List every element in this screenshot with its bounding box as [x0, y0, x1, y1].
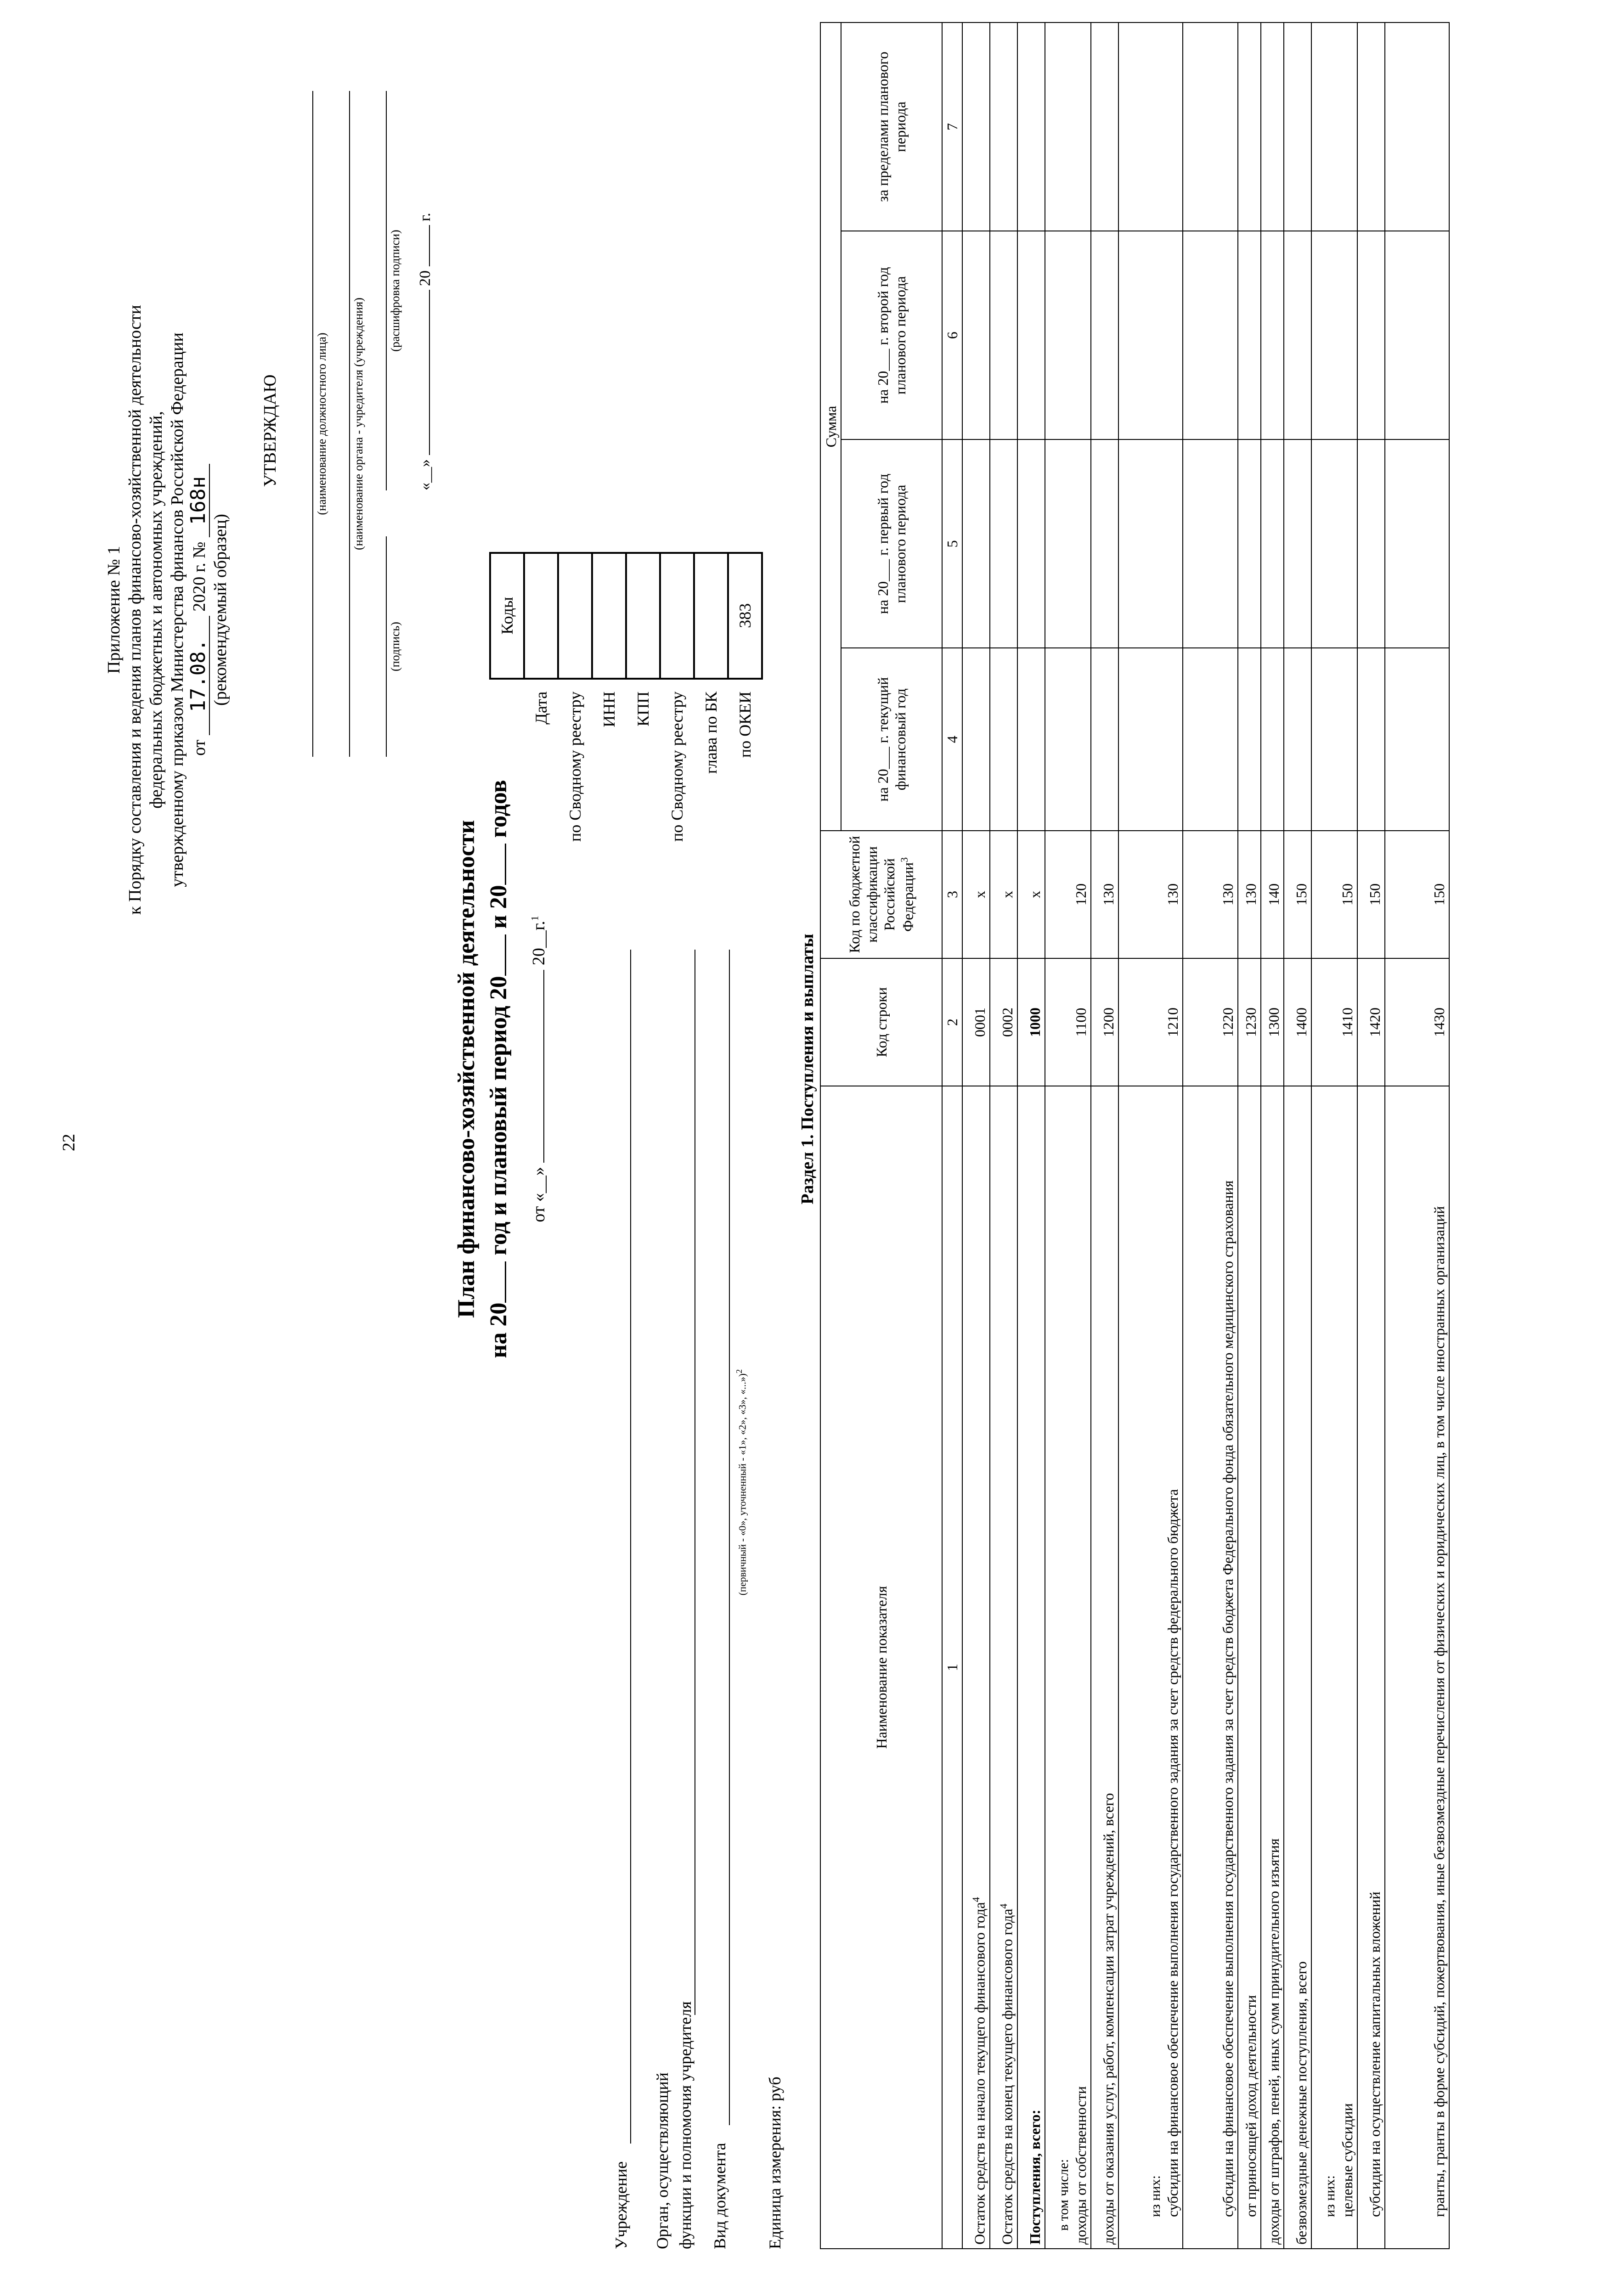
table-row: [962, 23, 990, 2249]
appendix-block: [103, 59, 231, 1161]
row-name-text: [1026, 1090, 1044, 2245]
institution-line: [630, 950, 631, 2144]
approve-title: УТВЕРЖДАЮ: [260, 374, 280, 487]
row-bk-code: 150: [1311, 831, 1357, 958]
codes-value-bk: [694, 553, 728, 679]
head-sum: Сумма: [820, 23, 841, 831]
row-code: 1300: [1261, 958, 1284, 1086]
row-name: [1118, 1086, 1183, 2249]
codes-label-okei: по ОКЕИ: [736, 691, 754, 758]
codes-label-registry-2: по Сводному реестру: [668, 691, 686, 842]
sum-cell-col6[interactable]: [1118, 231, 1183, 439]
row-code: 1400: [1284, 958, 1311, 1086]
row-name: [1311, 1086, 1357, 2249]
sum-cell-col7[interactable]: [1357, 23, 1385, 231]
row-name-value: гранты, гранты в форме субсидий, пожертвования, иные безвозмездные перечисления от физических и юридических лиц, в том числе иностранных организаций: [1431, 1206, 1447, 2217]
row-name: [1261, 1086, 1284, 2249]
sum-cell-col7[interactable]: [990, 23, 1017, 231]
row-name: [1183, 1086, 1238, 2249]
doc-type-line: [729, 950, 730, 2125]
row-name-value: безвозмездные денежные поступления, всего: [1293, 1961, 1310, 2245]
table-row: [1091, 23, 1118, 2249]
sum-cell-col4[interactable]: [990, 648, 1017, 830]
codes-label-inn: ИНН: [600, 691, 618, 727]
section-title: Раздел 1. Поступления и выплаты: [798, 934, 817, 1204]
codes-value-kpp: [626, 553, 660, 679]
row-name: [1091, 1086, 1118, 2249]
subtitle-year-text: год и плановый период 20: [486, 976, 512, 1255]
sum-cell-col7[interactable]: [1311, 23, 1357, 231]
row-bk-code: 150: [1357, 831, 1385, 958]
table-row: [1284, 23, 1311, 2249]
row-name-text: [1242, 1090, 1259, 2245]
row-bk-code: 130: [1183, 831, 1238, 958]
decoding-line: [386, 91, 387, 490]
row-name-text: [970, 1090, 988, 2245]
row-pre-label: в том числе:: [1056, 2159, 1071, 2231]
page-number: 22: [59, 1134, 79, 1151]
codes-value-date: [524, 553, 558, 679]
table-row: [1045, 23, 1091, 2249]
sum-cell-col5[interactable]: [990, 439, 1017, 648]
table-row: [1385, 23, 1449, 2249]
sum-cell-col7[interactable]: [1385, 23, 1449, 231]
head-bk-code-text: Код по бюджетной классификации Российской Федерации: [846, 836, 916, 953]
row-bk-code: 130: [1238, 831, 1261, 958]
sum-cell-col6[interactable]: [962, 231, 990, 439]
sum-cell-col7[interactable]: [1045, 23, 1091, 231]
row-bk-code: 140: [1261, 831, 1284, 958]
row-name-value: Остаток средств на начало текущего финансового года: [971, 1902, 988, 2245]
sum-cell-col4[interactable]: [1017, 648, 1045, 830]
codes-table: [489, 552, 763, 846]
approve-year-blank: [429, 225, 430, 267]
row-code: 0002: [990, 958, 1017, 1086]
head-num-4: 4: [942, 648, 962, 830]
sum-cell-col6[interactable]: [1091, 231, 1118, 439]
row-name-value: Поступления, всего:: [1027, 2109, 1043, 2245]
row-bk-code: 150: [1284, 831, 1311, 958]
signature-line: [386, 536, 387, 757]
table-row: [990, 23, 1017, 2249]
sum-cell-col6[interactable]: [990, 231, 1017, 439]
row-code: 1410: [1311, 958, 1357, 1086]
table-row: [1261, 23, 1284, 2249]
row-code: 1420: [1357, 958, 1385, 1086]
sum-cell-col4[interactable]: [1357, 648, 1385, 830]
codes-label-bk: глава по БК: [702, 691, 720, 774]
row-name-text: [1164, 1090, 1181, 2245]
sum-cell-col4[interactable]: [1261, 648, 1284, 830]
row-name-text: [1338, 1090, 1356, 2245]
sum-cell-col6[interactable]: [1183, 231, 1238, 439]
row-name-text: [1430, 1090, 1448, 2245]
subtitle-and: и 20: [486, 885, 512, 929]
appendix-date-line: [188, 59, 210, 1161]
table-row: [1017, 23, 1045, 2249]
sum-cell-col5[interactable]: [962, 439, 990, 648]
sum-cell-col4[interactable]: [1118, 648, 1183, 830]
row-name-value: Остаток средств на конец текущего финансового года: [999, 1908, 1016, 2245]
sum-cell-col4[interactable]: [1284, 648, 1311, 830]
row-name: [962, 1086, 990, 2249]
sum-cell-col5[interactable]: [1261, 439, 1284, 648]
table-body: [962, 23, 1449, 2249]
row-bk-code: x: [990, 831, 1017, 958]
row-name-value: субсидии на финансовое обеспечение выполнения государственного задания за счет средств бюджета Федерального фонда обязательного медицинского страхования: [1220, 1180, 1236, 2217]
row-code: 1210: [1118, 958, 1183, 1086]
row-code: 0001: [962, 958, 990, 1086]
doc-type-caption: [733, 1161, 749, 1804]
table-row: [1238, 23, 1261, 2249]
head-col6: на 20___ г. второй год планового периода: [841, 231, 942, 439]
head-num-7: 7: [942, 23, 962, 231]
row-name-value: субсидии на осуществление капитальных вложений: [1367, 1891, 1383, 2217]
sum-cell-col5[interactable]: [1357, 439, 1385, 648]
row-name: [1385, 1086, 1449, 2249]
sum-cell-col6[interactable]: [1284, 231, 1311, 439]
sum-cell-col4[interactable]: [1385, 648, 1449, 830]
row-name: [1238, 1086, 1261, 2249]
row-name: [1045, 1086, 1091, 2249]
codes-value-inn: [592, 553, 626, 679]
sum-cell-col6[interactable]: [1238, 231, 1261, 439]
doc-type-footnote: 2: [734, 1369, 744, 1373]
table-row: [1357, 23, 1385, 2249]
head-num-1: 1: [942, 1086, 962, 2249]
row-name-text: [1072, 1090, 1090, 2245]
head-col7: за пределами планового периода: [841, 23, 942, 231]
sum-cell-col4[interactable]: [1045, 648, 1091, 830]
from-prefix: от «__»: [529, 1167, 548, 1222]
sum-cell-col7[interactable]: [1261, 23, 1284, 231]
sum-cell-col4[interactable]: [1183, 648, 1238, 830]
sum-cell-col5[interactable]: [1284, 439, 1311, 648]
sum-cell-col4[interactable]: [1311, 648, 1357, 830]
sum-cell-col6[interactable]: [1311, 231, 1357, 439]
head-col5: на 20___ г. первый год планового периода: [841, 439, 942, 648]
sum-cell-col7[interactable]: [1017, 23, 1045, 231]
row-name: [1017, 1086, 1045, 2249]
date-prefix: от: [190, 739, 209, 756]
decoding-caption: (расшифровка подписи): [389, 230, 402, 352]
row-code: 1200: [1091, 958, 1118, 1086]
row-code: 1100: [1045, 958, 1091, 1086]
sum-cell-col7[interactable]: [1284, 23, 1311, 231]
head-num-3: 3: [942, 831, 962, 958]
doc-type-caption-text: (первичный - «0», уточненный - «1», «2», «3», «...»): [736, 1373, 748, 1596]
year-num-prefix: 2020 г. №: [190, 541, 209, 612]
subtitle-years: годов: [486, 780, 512, 838]
sum-cell-col5[interactable]: [1045, 439, 1091, 648]
sum-cell-col6[interactable]: [1385, 231, 1449, 439]
appendix-line3: утвержденному приказом Министерства финансов Российской Федерации: [168, 332, 187, 887]
sum-cell-col6[interactable]: [1357, 231, 1385, 439]
row-bk-code: 130: [1118, 831, 1183, 958]
row-name: [1284, 1086, 1311, 2249]
row-code: 1000: [1017, 958, 1045, 1086]
codes-label-registry: по Сводному реестру: [566, 691, 584, 842]
row-footnote: 4: [970, 1897, 982, 1902]
codes-value-registry: [558, 553, 592, 679]
row-name-text: [1265, 1090, 1282, 2245]
codes-header: Коды: [490, 553, 524, 679]
row-code: 1430: [1385, 958, 1449, 1086]
head-bk-footnote: 3: [898, 857, 910, 862]
codes-value-okei: 383: [728, 553, 762, 679]
table-row: [1183, 23, 1238, 2249]
sum-cell-col6[interactable]: [1017, 231, 1045, 439]
row-name: [1357, 1086, 1385, 2249]
sum-cell-col7[interactable]: [1183, 23, 1238, 231]
organ-label-2: функции и полномочия учредителя: [676, 2001, 695, 2249]
sum-cell-col5[interactable]: [1118, 439, 1183, 648]
head-num-5: 5: [942, 439, 962, 648]
codes-label-kpp: КПП: [634, 691, 652, 726]
row-footnote: 4: [998, 1903, 1010, 1909]
head-num-6: 6: [942, 231, 962, 439]
row-name-value: доходы от штрафов, пеней, иных сумм принудительного изъятия: [1265, 1838, 1282, 2245]
sum-cell-col5[interactable]: [1385, 439, 1449, 648]
row-name-text: [1293, 1090, 1310, 2245]
table-row: [1311, 23, 1357, 2249]
from-year: 20__г.: [529, 921, 548, 966]
sum-cell-col4[interactable]: [1238, 648, 1261, 830]
sum-cell-col7[interactable]: [1091, 23, 1118, 231]
head-col4: на 20___ г. текущий финансовый год: [841, 648, 942, 830]
head-name: Наименование показателя: [820, 1086, 942, 2249]
signature-caption: (подпись): [389, 622, 402, 671]
receipts-table: [820, 22, 1450, 2249]
row-code: 1230: [1238, 958, 1261, 1086]
row-bk-code: 150: [1385, 831, 1449, 958]
sum-cell-col4[interactable]: [962, 648, 990, 830]
sum-cell-col5[interactable]: [1017, 439, 1045, 648]
organ-caption: (наименование органа - учредителя (учреждения): [352, 298, 365, 550]
appendix-title: Приложение № 1: [104, 546, 124, 674]
appendix-line1: к Порядку составления и ведения планов финансово-хозяйственной деятельности: [125, 304, 145, 915]
organ-line: [349, 91, 350, 757]
sum-cell-col6[interactable]: [1261, 231, 1284, 439]
head-row-code: Код строки: [820, 958, 942, 1086]
unit-label: Единица измерения: руб: [766, 2077, 784, 2249]
appendix-date-value: 17.08.: [188, 616, 210, 735]
sum-cell-col7[interactable]: [1238, 23, 1261, 231]
approve-date-quote: «__»: [417, 459, 434, 490]
doc-type-label: Вид документа: [711, 2143, 729, 2249]
from-footnote: 1: [529, 916, 541, 921]
row-name-text: [1366, 1090, 1383, 2245]
row-name-value: доходы от собственности: [1073, 2086, 1089, 2245]
sum-cell-col5[interactable]: [1091, 439, 1118, 648]
table-row: [1118, 23, 1183, 2249]
codes-label-date: Дата: [532, 691, 550, 725]
head-num-2: 2: [942, 958, 962, 1086]
plan-title: План финансово-хозяйственной деятельности: [453, 820, 480, 1318]
position-caption: (наименование должностного лица): [315, 332, 328, 515]
head-bk-code: [820, 831, 942, 958]
row-name-value: целевые субсидии: [1339, 2103, 1355, 2217]
sum-cell-col5[interactable]: [1183, 439, 1238, 648]
sum-cell-col7[interactable]: [962, 23, 990, 231]
row-bk-code: x: [1017, 831, 1045, 958]
row-code: 1220: [1183, 958, 1238, 1086]
codes-value-registry-2: [660, 553, 694, 679]
order-number: 168н: [188, 464, 210, 537]
sum-cell-col5[interactable]: [1311, 439, 1357, 648]
sum-cell-col7[interactable]: [1118, 23, 1183, 231]
row-name-value: от приносящей доход деятельности: [1242, 1995, 1259, 2217]
row-bk-code: 130: [1091, 831, 1118, 958]
row-name-value: доходы от оказания услуг, работ, компенсации затрат учреждений, всего: [1100, 1793, 1117, 2245]
row-pre-label: из них:: [1148, 2175, 1163, 2217]
sum-cell-col4[interactable]: [1091, 648, 1118, 830]
row-bk-code: x: [962, 831, 990, 958]
recommended-sample: (рекомендуемый образец): [211, 514, 230, 706]
subtitle-na: на 20: [486, 1302, 512, 1358]
row-bk-code: 120: [1045, 831, 1091, 958]
row-name-value: субсидии на финансовое обеспечение выполнения государственного задания за счет средств федерального бюджета: [1164, 1489, 1181, 2217]
organ-label-1: Орган, осуществляющий: [653, 2072, 672, 2249]
row-name-text: [1100, 1090, 1117, 2245]
approve-date: [416, 77, 435, 490]
appendix-line2: федеральных бюджетных и автономных учреждений,: [147, 411, 166, 809]
position-line: [312, 91, 313, 757]
sum-cell-col6[interactable]: [1045, 231, 1091, 439]
institution-label: Учреждение: [612, 2161, 630, 2249]
row-pre-label: из них:: [1322, 2175, 1338, 2217]
row-name: [990, 1086, 1017, 2249]
sum-cell-col5[interactable]: [1238, 439, 1261, 648]
row-name-text: [1219, 1090, 1237, 2245]
approve-year-prefix: 20: [417, 270, 434, 286]
approve-year-suffix: г.: [417, 213, 434, 221]
approve-date-blank: [429, 290, 430, 456]
row-name-text: [997, 1090, 1016, 2245]
